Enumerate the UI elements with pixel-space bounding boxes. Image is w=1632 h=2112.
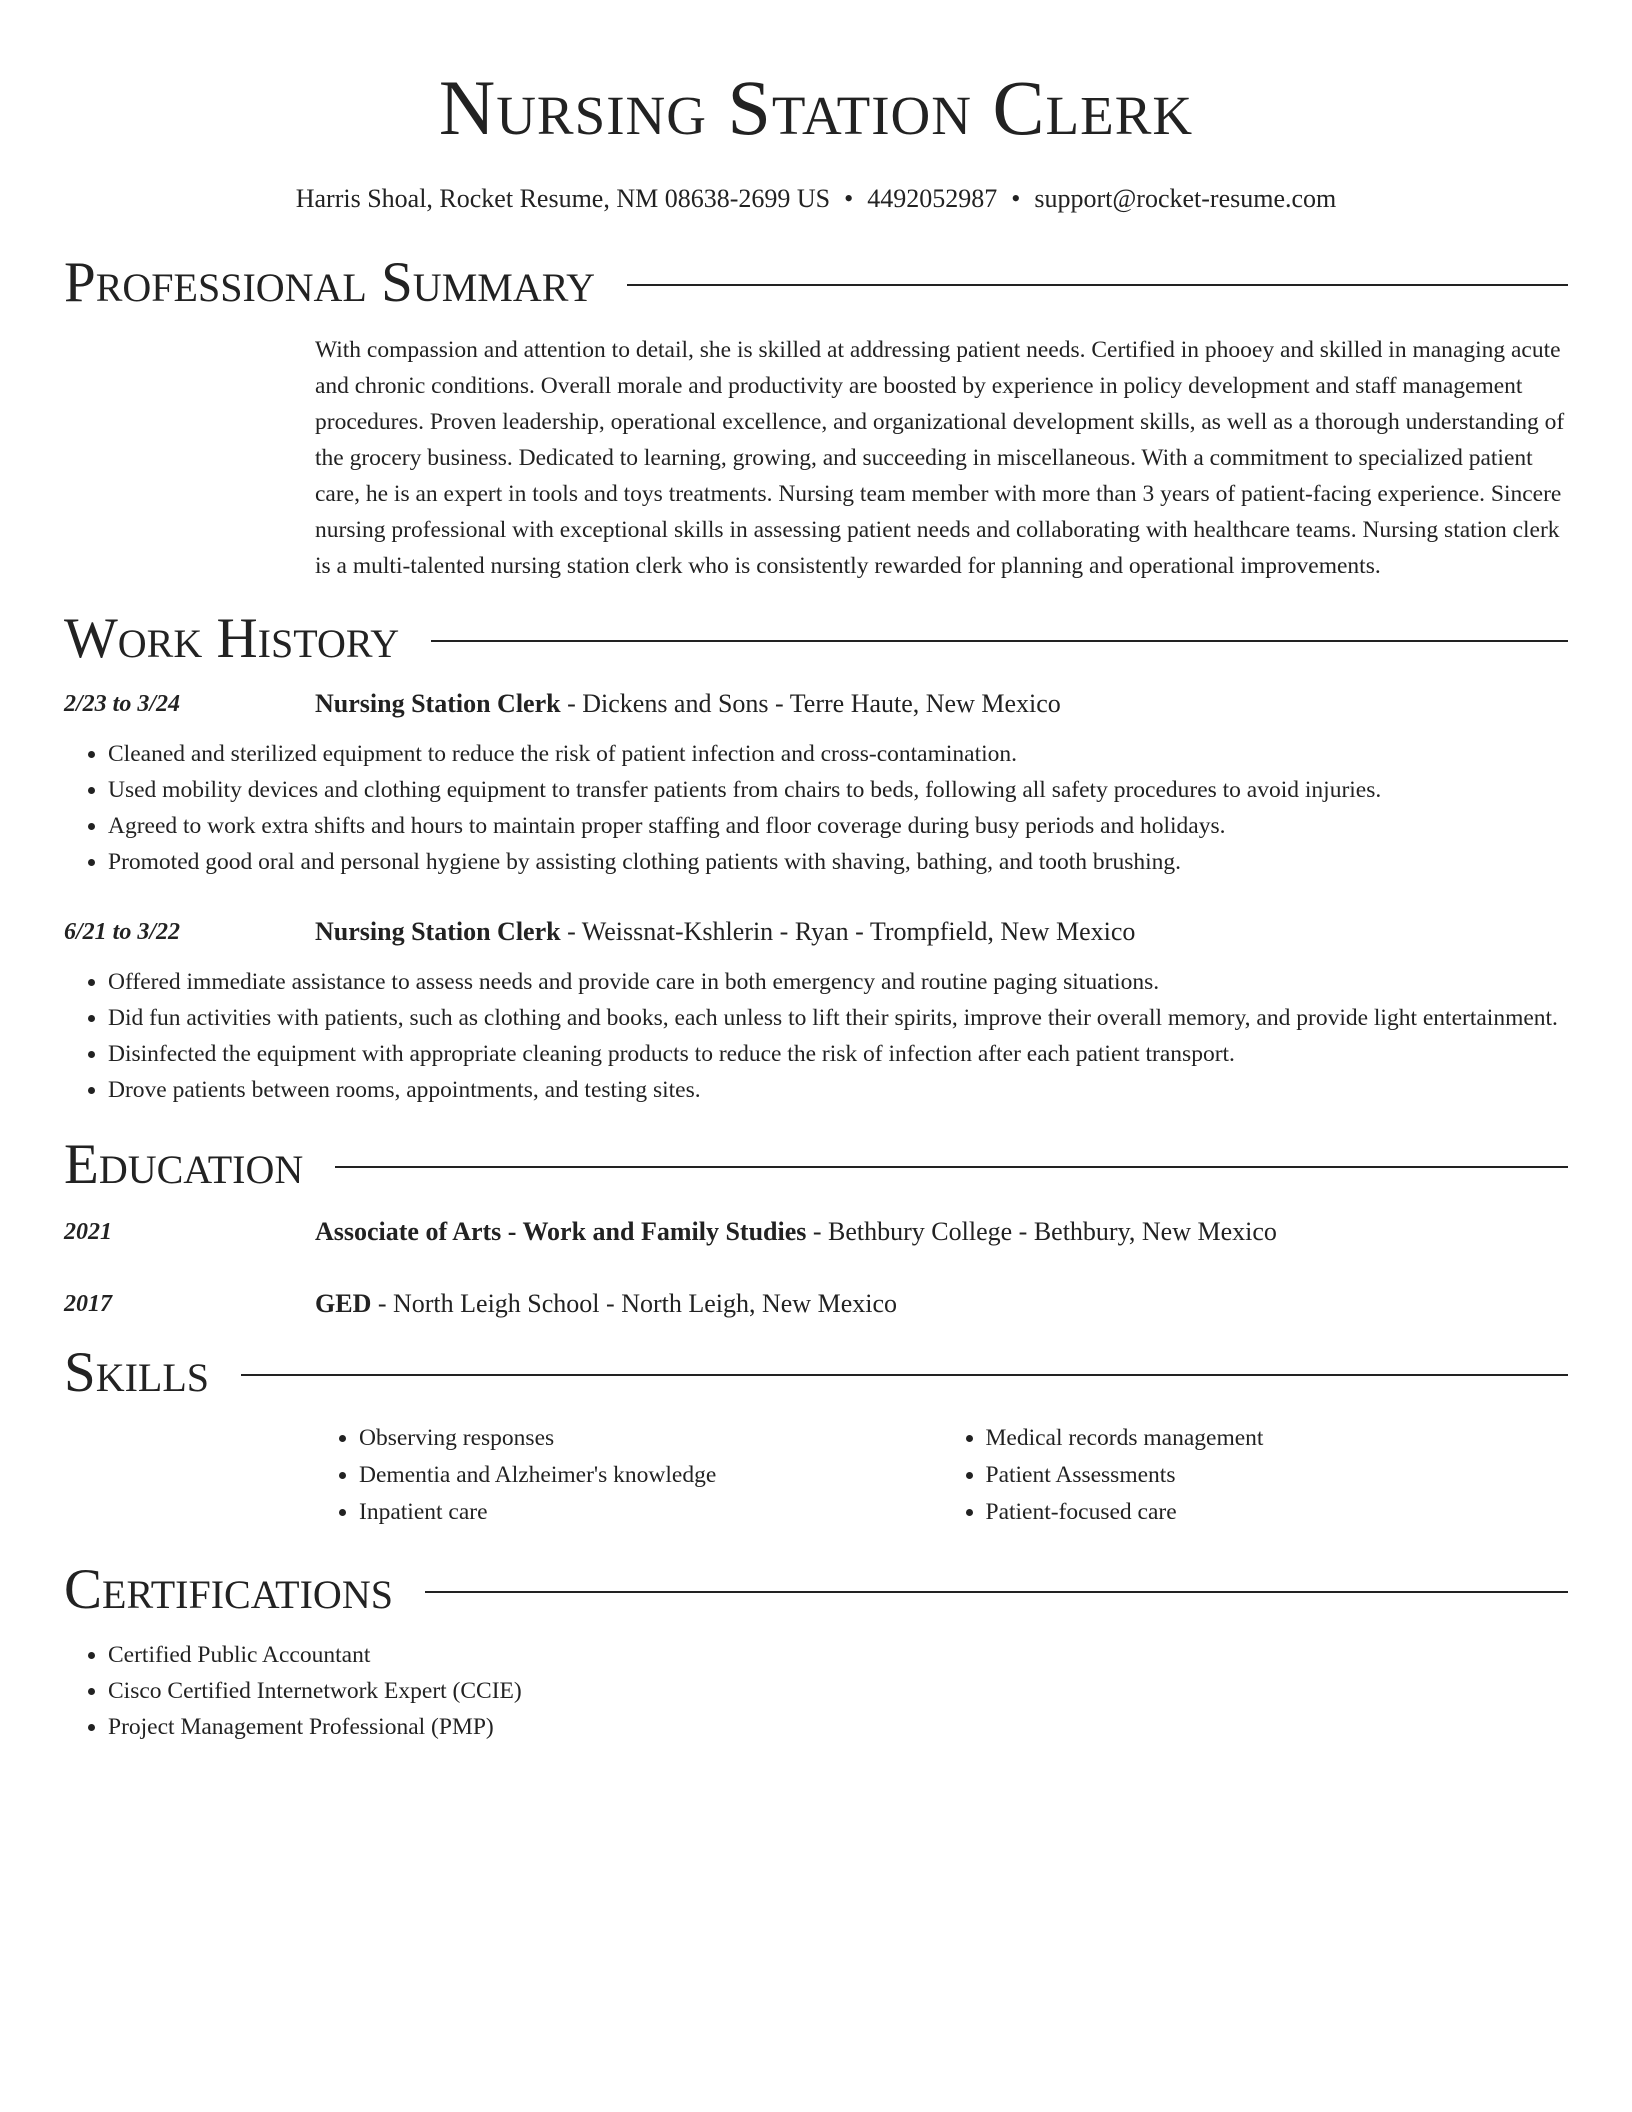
job-title-line [315,686,1061,722]
skills-heading: Skills [64,1341,210,1404]
section-divider [425,1591,1568,1593]
skills-column-right [942,1420,1569,1531]
job-employer: - Dickens and Sons - Terre Haute, New Mexico [560,689,1061,718]
contact-separator: • [1011,184,1021,213]
list-item: • Did fun activities with patients, such as clothing and books, each unless to lift their spirits, improve their overall memory, and provide light entertainment. [108,1000,1568,1036]
contact-line [64,182,1568,216]
certification-item: • Certified Public Accountant [108,1637,1568,1673]
contact-phone: 4492052987 [867,184,998,213]
contact-separator: • [844,184,854,213]
education-line [315,1286,897,1322]
job-dates: 6/21 to 3/22 [64,919,181,945]
education-section-header [64,1132,1568,1198]
work-heading: Work History [64,607,400,670]
job-title: Nursing Station Clerk [315,689,561,718]
job-bullets [64,736,1568,880]
resume-page [64,0,1568,1745]
education-school: - Bethbury College - Bethbury, New Mexico [806,1217,1277,1246]
job-title: Nursing Station Clerk [315,917,561,946]
job-entry [64,686,1568,880]
skill-item: • Patient Assessments [986,1457,1569,1494]
job-title-line [315,914,1135,950]
work-section-header [64,606,1568,672]
list-item: • Agreed to work extra shifts and hours to maintain proper staffing and floor coverage during busy periods and holidays. [108,808,1568,844]
contact-address: Harris Shoal, Rocket Resume, NM 08638-2699 US [295,184,831,213]
job-entry [64,914,1568,1108]
section-divider [335,1166,1568,1168]
summary-heading: Professional Summary [64,251,596,314]
education-line [315,1214,1277,1250]
education-entry [64,1214,1568,1250]
list-item: • Cleaned and sterilized equipment to reduce the risk of patient infection and cross-contamination. [108,736,1568,772]
education-degree: Associate of Arts - Work and Family Studies [315,1217,807,1246]
skill-item: • Dementia and Alzheimer's knowledge [359,1457,942,1494]
list-item: • Promoted good oral and personal hygiene by assisting clothing patients with shaving, bathing, and tooth brushing. [108,844,1568,880]
skill-item: • Patient-focused care [986,1494,1569,1531]
skills-section-header [64,1340,1568,1406]
list-item: • Disinfected the equipment with appropriate cleaning products to reduce the risk of infection after each patient transport. [108,1036,1568,1072]
summary-text: With compassion and attention to detail, she is skilled at addressing patient needs. Certified in phooey and skilled in managing acute and chronic conditions. Overall morale and productivity are boosted by experience in policy development and staff management procedures. Proven leadership, operational excellence, and organizational development skills, as well as a thorough understanding of the grocery business. Dedicated to learning, growing, and succeeding in miscellaneous. With a commitment to specialized patient care, he is an expert in tools and toys treatments. Nursing team member with more than 3 years of patient-facing experience. Sincere nursing professional with exceptional skills in assessing patient needs and collaborating with healthcare teams. Nursing station clerk is a multi-talented nursing station clerk who is consistently rewarded for planning and operational improvements. [315,337,1565,579]
list-item: • Drove patients between rooms, appointments, and testing sites. [108,1072,1568,1108]
skills-list [315,1420,1568,1531]
education-heading: Education [64,1133,304,1196]
skills-column-left [315,1420,942,1531]
section-divider [431,640,1568,642]
summary-section-header [64,250,1568,316]
skill-item: • Observing responses [359,1420,942,1457]
list-item: • Used mobility devices and clothing equipment to transfer patients from chairs to beds, following all safety procedures to avoid injuries. [108,772,1568,808]
job-bullets [64,964,1568,1108]
certifications-section-header [64,1557,1568,1623]
skill-item: • Inpatient care [359,1494,942,1531]
education-year: 2017 [64,1291,112,1317]
education-school: - North Leigh School - North Leigh, New Mexico [371,1289,898,1318]
certifications-heading: Certifications [64,1558,393,1621]
education-degree: GED [315,1289,372,1318]
job-dates: 2/23 to 3/24 [64,691,181,717]
contact-email: support@rocket-resume.com [1034,184,1337,213]
certifications-list [64,1637,1568,1745]
certification-item: • Cisco Certified Internetwork Expert (CCIE) [108,1673,1568,1709]
section-divider [627,284,1568,286]
list-item: • Offered immediate assistance to assess needs and provide care in both emergency and routine paging situations. [108,964,1568,1000]
candidate-name: Nursing Station Clerk [438,64,1194,151]
job-employer: - Weissnat-Kshlerin - Ryan - Trompfield, New Mexico [560,917,1136,946]
education-entry [64,1286,1568,1322]
certification-item: • Project Management Professional (PMP) [108,1709,1568,1745]
job-header [64,914,1568,950]
job-header [64,686,1568,722]
section-divider [241,1374,1568,1376]
education-year: 2021 [64,1219,112,1245]
skill-item: • Medical records management [986,1420,1569,1457]
